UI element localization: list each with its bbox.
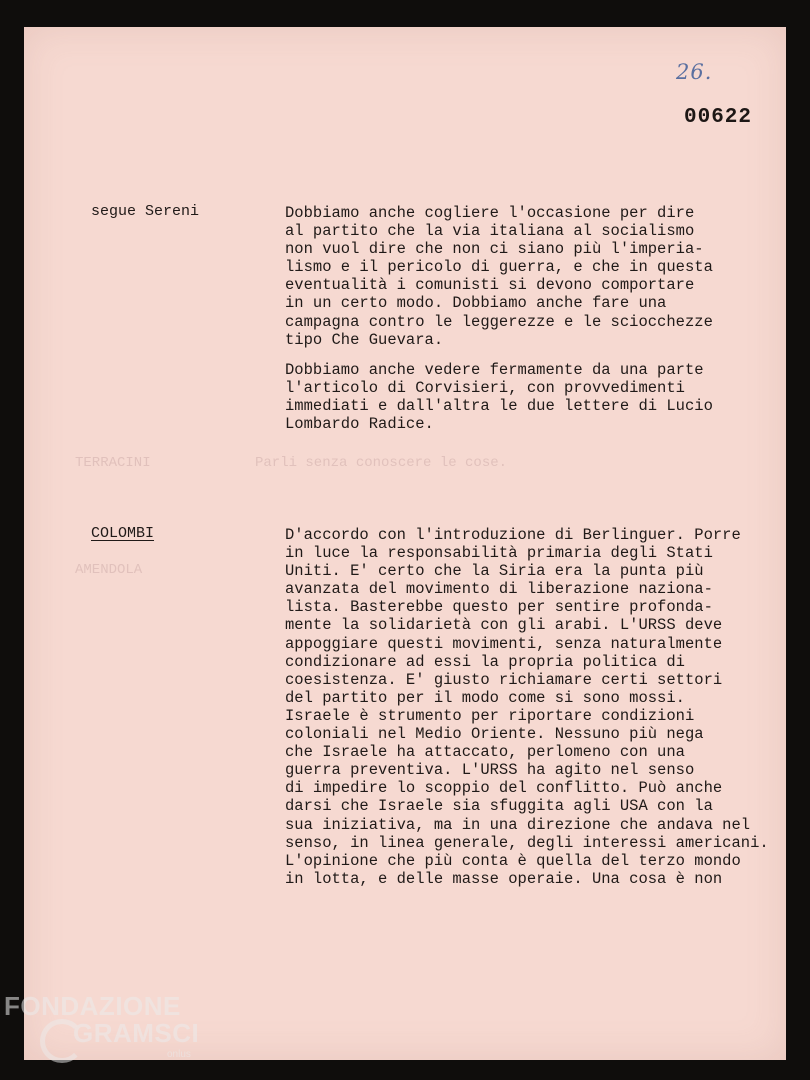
fondazione-gramsci-watermark: [4, 991, 200, 1060]
bleed-through-speaker-2: AMENDOLA: [75, 562, 143, 578]
speaker-label-colombi: COLOMBI: [91, 525, 155, 542]
paragraph-sereni-1: Dobbiamo anche cogliere l'occasione per dire al partito che la via italiana al socialismo non vuol dire che non ci siano più l'imperia- lismo e il pericolo di guerra, e che in questa eventualità i comunisti si devono comportare in un certo modo. Dobbiamo anche fare una campagna contro le leggerezze e le sciocchezze tipo Che Guevara.: [285, 204, 713, 349]
speaker-label-sereni: segue Sereni: [91, 203, 200, 220]
bleed-through-text: Parli senza conoscere le cose.: [255, 455, 508, 471]
watermark-logo-icon: [40, 1019, 84, 1063]
document-number: 00622: [684, 106, 753, 129]
handwritten-page-number: 26.: [676, 60, 713, 84]
watermark-line2: GRAMSCI: [73, 1018, 200, 1048]
paragraph-sereni-2: Dobbiamo anche vedere fermamente da una parte l'articolo di Corvisieri, con provvedimenti immediati e dall'altra le due lettere di Lucio Lombardo Radice.: [285, 361, 713, 434]
watermark-line1: FONDAZIONE: [4, 991, 181, 1021]
bleed-through-speaker: TERRACINI: [75, 455, 151, 471]
paragraph-colombi-1: D'accordo con l'introduzione di Berlinguer. Porre in luce la responsabilità primaria degli Stati Uniti. E' certo che la Siria era la punta più avanzata del movimento di liberazione naziona- lista. Basterebbe questo per sentire profonda- mente la solidarietà con gli arabi. L'URSS deve appoggiare questi movimenti, senza naturalmente condizionare ad essi la propria politica di coesistenza. E' giusto richiamare certi settori del partito per il modo come si sono mossi. Israele è strumento per riportare condizioni coloniali nel Medio Oriente. Nessuno più nega che Israele ha attaccato, perlomeno con una guerra preventiva. L'URSS ha agito nel senso di impedire lo scoppio del conflitto. Può anche darsi che Israele sia sfuggita agli USA con la sua iniziativa, ma in una direzione che andava nel senso, in linea generale, degli interessi americani. L'opinione che più conta è quella del terzo mondo in lotta, e delle masse operaie. Una cosa è non: [285, 526, 769, 888]
watermark-small: onlus: [167, 1049, 191, 1060]
